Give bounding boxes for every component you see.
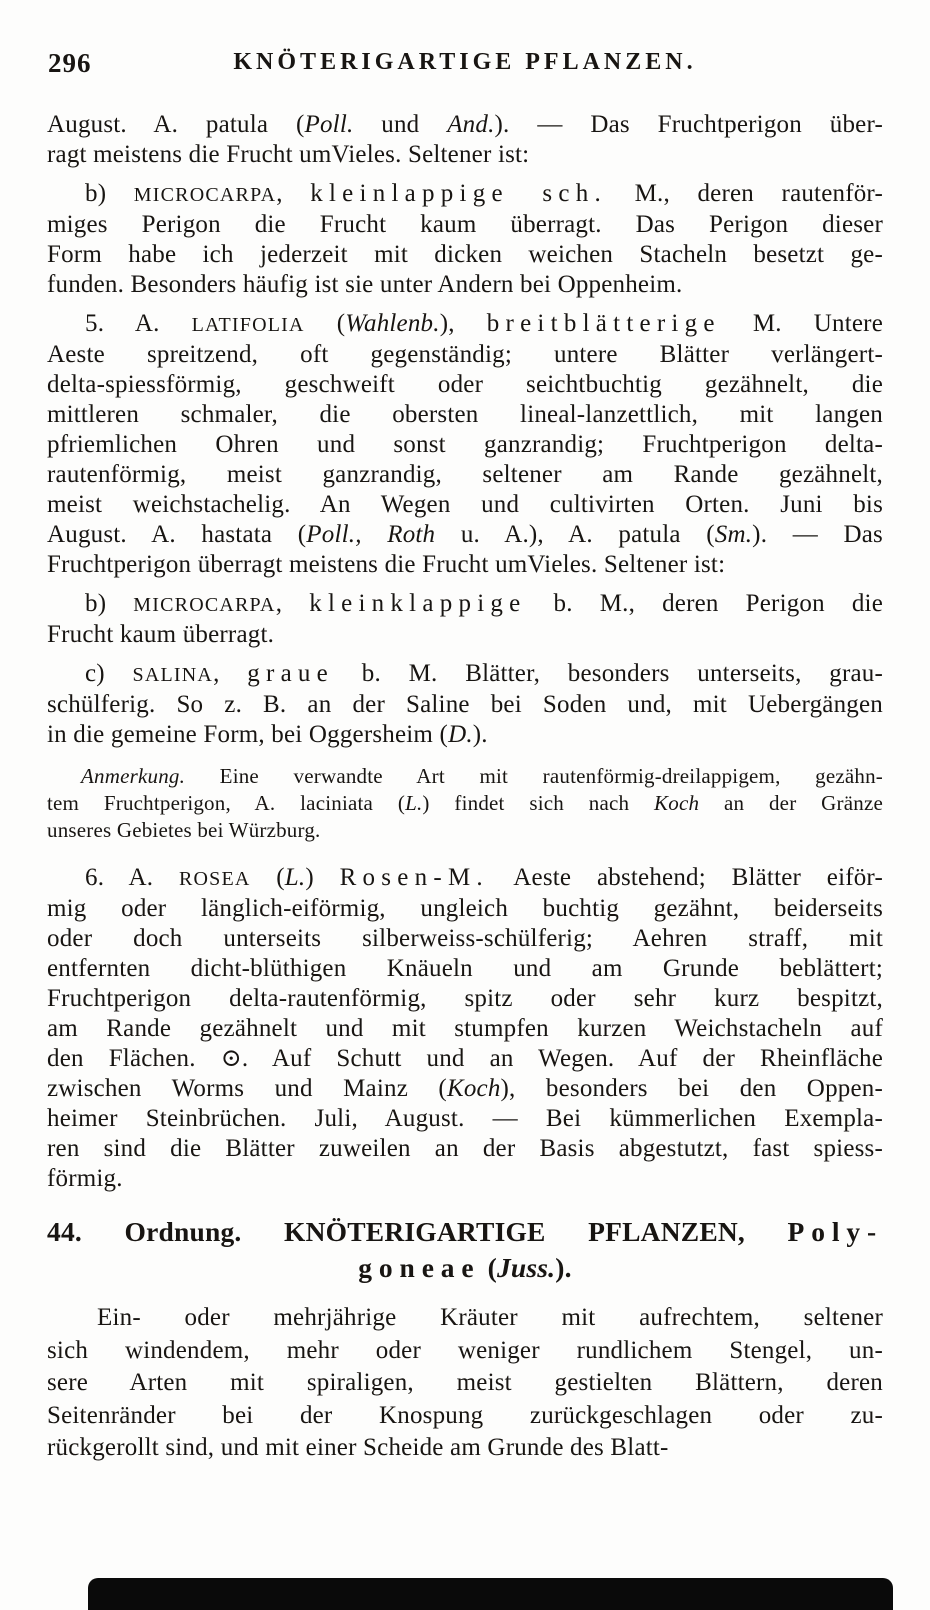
text-line: mig oder länglich-eiförmig, ungleich buchtig gezähnt, beiderseits: [47, 895, 883, 922]
paragraph-polygoneae-intro: [47, 1302, 883, 1465]
text-line: sere Arten mit spiraligen, meist gestielten Blättern, deren: [47, 1369, 883, 1396]
text-line: Fruchtperigon überragt meistens die Frucht umVieles. Seltener ist:: [47, 551, 726, 578]
text-line: heimer Steinbrüchen. Juli, August. — Bei kümmerlichen Exempla-: [47, 1105, 883, 1132]
text-line: goneae (Juss.).: [358, 1252, 572, 1283]
text-line: förmig.: [47, 1165, 123, 1192]
text-line: Ein- oder mehrjährige Kräuter mit aufrechtem, seltener: [97, 1304, 883, 1331]
running-title: KNÖTERIGARTIGE PFLANZEN.: [233, 49, 697, 75]
text-line: Fruchtperigon delta-rautenförmig, spitz oder sehr kurz bespitzt,: [47, 985, 883, 1012]
text-line: oder doch unterseits silberweiss-schülferig; Aehren straff, mit: [47, 925, 883, 952]
text-line: delta-spiessförmig, geschweift oder seichtbuchtig gezähnelt, die: [47, 371, 883, 398]
text-line: sich windendem, mehr oder weniger rundlichem Stengel, un-: [47, 1336, 883, 1364]
heading-ordnung-44: [47, 1214, 883, 1286]
text-line: August. A. hastata (Poll., Roth u. A.), A. patula (Sm.). — Das: [47, 521, 883, 548]
text-line: 5. A. LATIFOLIA (Wahlenb.), breitblätterige M. Untere: [85, 310, 883, 337]
scan-artifact-bar: [88, 1578, 893, 1610]
text-line: b) MICROCARPA, kleinlappige sch. M., deren rautenför-: [85, 180, 883, 207]
text-line: tem Fruchtperigon, A. laciniata (L.) findet sich nach Koch an der Gränze: [47, 791, 884, 815]
text-line: 6. A. ROSEA (L.) Rosen-M. Aeste abstehend; Blätter eiför-: [85, 864, 883, 891]
text-line: zwischen Worms und Mainz (Koch), besonders bei den Oppen-: [47, 1075, 883, 1102]
text-line: rückgerollt sind, und mit einer Scheide am Grunde des Blatt-: [47, 1434, 669, 1461]
text-line: 44. Ordnung. KNÖTERIGARTIGE PFLANZEN, Poly-: [47, 1216, 883, 1247]
text-line: rautenförmig, meist ganzrandig, seltener am Rande gezähnelt,: [47, 461, 883, 488]
text-line: entfernten dicht-blüthigen Knäueln und am Grunde beblättert;: [47, 955, 883, 982]
text-line: am Rande gezähnelt und mit stumpfen kurzen Weichstacheln auf: [47, 1015, 883, 1042]
text-line: Seitenränder bei der Knospung zurückgeschlagen oder zu-: [47, 1401, 883, 1429]
text-line: Frucht kaum überragt.: [47, 621, 275, 648]
paragraph-species-latifolia: [47, 309, 883, 580]
paragraph-anmerkung-note: [47, 763, 883, 844]
paragraph-variety-microcarpa-b: [47, 589, 883, 650]
text-line: in die gemeine Form, bei Oggersheim (D.).: [47, 721, 488, 748]
text-line: Aeste spreitzend, oft gegenständig; untere Blätter verlängert-: [47, 341, 883, 368]
text-line: b) MICROCARPA, kleinklappige b. M., deren Perigon die: [85, 590, 883, 617]
text-line: schülferig. So z. B. an der Saline bei Soden und, mit Uebergängen: [47, 691, 883, 718]
text-line: ren sind die Blätter zuweilen an der Basis abgestutzt, fast spiess-: [47, 1135, 883, 1162]
text-line: Anmerkung. Eine verwandte Art mit rautenförmig-dreilappigem, gezähn-: [81, 764, 883, 788]
paragraph-variety-microcarpa-sch: [47, 179, 883, 300]
paragraph-species-rosea: [47, 863, 883, 1194]
text-line: unseres Gebietes bei Würzburg.: [47, 818, 321, 842]
text-line: den Flächen. ⊙. Auf Schutt und an Wegen. Auf der Rheinfläche: [47, 1045, 883, 1072]
text-line: Form habe ich jederzeit mit dicken weichen Stacheln besetzt ge-: [47, 241, 883, 268]
page-header: [47, 48, 883, 84]
paragraph-variety-salina: [47, 659, 883, 750]
text-line: mittleren schmaler, die obersten lineal-lanzettlich, mit langen: [47, 401, 883, 428]
text-line: c) SALINA, graue b. M. Blätter, besonders unterseits, grau-: [85, 660, 883, 687]
text-line: August. A. patula (Poll. und And.). — Das Fruchtperigon über-: [47, 111, 883, 138]
page-content: [47, 110, 883, 1465]
paragraph-a-patula-continuation: [47, 110, 883, 170]
text-line: funden. Besonders häufig ist sie unter Andern bei Oppenheim.: [47, 271, 683, 298]
text-line: pfriemlichen Ohren und sonst ganzrandig; Fruchtperigon delta-: [47, 431, 883, 458]
text-line: ragt meistens die Frucht umVieles. Seltener ist:: [47, 141, 530, 168]
page-number: 296: [48, 48, 92, 78]
text-line: miges Perigon die Frucht kaum überragt. Das Perigon dieser: [47, 211, 883, 238]
text-line: meist weichstachelig. An Wegen und cultivirten Orten. Juni bis: [47, 491, 883, 518]
